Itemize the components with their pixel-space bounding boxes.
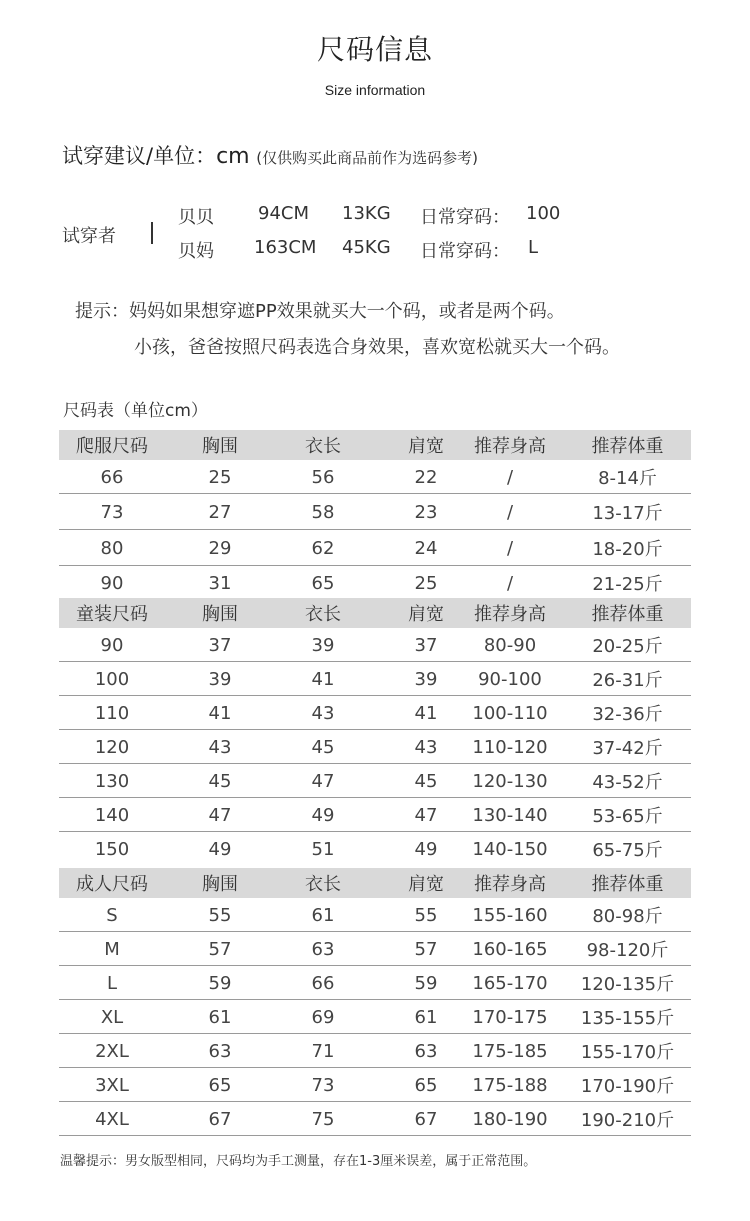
- table-row: [59, 1034, 691, 1068]
- table-cell: 61: [414, 1006, 438, 1028]
- table-header-cell: 衣长: [305, 874, 341, 895]
- table-cell: 100: [94, 668, 130, 690]
- table-cell: 57: [414, 938, 438, 960]
- table-cell: 22: [414, 466, 438, 488]
- table-header-cell: 童装尺码: [76, 604, 148, 625]
- table-cell: 43: [311, 702, 335, 724]
- table-header-row: [59, 868, 691, 898]
- table-cell: 23: [414, 501, 438, 523]
- table-header-cell: 推荐体重: [591, 436, 664, 457]
- table-cell: 59: [414, 972, 438, 994]
- table-row: [59, 832, 691, 866]
- table-cell: 57: [208, 938, 232, 960]
- table-cell: 4XL: [95, 1108, 129, 1130]
- table-cell: 41: [414, 702, 438, 724]
- table-cell: 55: [414, 904, 438, 926]
- table-row: [59, 932, 691, 966]
- table-cell: 41: [311, 668, 335, 690]
- table-cell: 21-25斤: [592, 574, 663, 595]
- table-cell: S: [106, 904, 118, 926]
- table-row: [59, 628, 691, 662]
- table-cell: 63: [414, 1040, 438, 1062]
- tester-name: 贝贝: [178, 207, 214, 228]
- table-cell: 55: [208, 904, 232, 926]
- tester-height: 163CM: [254, 237, 317, 258]
- table-cell: 63: [311, 938, 335, 960]
- table-cell: 31: [208, 572, 232, 594]
- table-cell: 120: [94, 736, 130, 758]
- table-row: [59, 696, 691, 730]
- table-cell: 29: [208, 537, 232, 559]
- table-cell: 130-140: [472, 804, 548, 826]
- fit-advice: [62, 140, 478, 170]
- table-cell: 155-170斤: [580, 1042, 675, 1063]
- table-cell: 49: [208, 838, 232, 860]
- tester-weight: 13KG: [342, 203, 391, 224]
- table-cell: 56: [311, 466, 335, 488]
- table-header-cell: 胸围: [202, 874, 238, 895]
- table-cell: 170-190斤: [580, 1076, 675, 1097]
- table-cell: 47: [414, 804, 438, 826]
- table-row: [59, 966, 691, 1000]
- fit-advice-note: (仅供购买此商品前作为选码参考): [256, 149, 479, 167]
- table-cell: 69: [311, 1006, 335, 1028]
- table-cell: 37: [414, 634, 438, 656]
- table-cell: 27: [208, 501, 232, 523]
- table-row: [59, 898, 691, 932]
- table-cell: 58: [311, 501, 335, 523]
- table-header-cell: 衣长: [305, 604, 341, 625]
- table-cell: 43-52斤: [592, 772, 663, 793]
- table-cell: 180-190: [472, 1108, 548, 1130]
- table-cell: 45: [311, 736, 335, 758]
- table-cell: 150: [94, 838, 130, 860]
- table-cell: 135-155斤: [580, 1008, 675, 1029]
- table-cell: 13-17斤: [592, 503, 663, 524]
- table-cell: 59: [208, 972, 232, 994]
- table-cell: 26-31斤: [592, 670, 663, 691]
- table-cell: 90: [100, 572, 124, 594]
- table-cell: 90-100: [478, 668, 542, 690]
- table-cell: 18-20斤: [592, 539, 663, 560]
- table-cell: 100-110: [472, 702, 548, 724]
- table-cell: XL: [100, 1006, 124, 1028]
- table-cell: 61: [208, 1006, 232, 1028]
- table-cell: 66: [100, 466, 124, 488]
- table-cell: 45: [208, 770, 232, 792]
- table-cell: 160-165: [472, 938, 548, 960]
- tester-weight: 45KG: [342, 237, 391, 258]
- table-cell: 73: [100, 501, 124, 523]
- table-cell: M: [104, 938, 120, 960]
- table-cell: 25: [414, 572, 438, 594]
- tester-name: 贝妈: [178, 241, 214, 262]
- size-table-title: 尺码表（单位cm）: [63, 401, 208, 421]
- table-cell: 37: [208, 634, 232, 656]
- table-cell: 65: [208, 1074, 232, 1096]
- table-row: [59, 730, 691, 764]
- table-cell: L: [106, 972, 118, 994]
- table-cell: 8-14斤: [598, 468, 657, 489]
- table-cell: 25: [208, 466, 232, 488]
- table-header-cell: 推荐身高: [474, 874, 546, 895]
- table-cell: 175-188: [472, 1074, 548, 1096]
- tester-height: 94CM: [258, 203, 310, 224]
- table-cell: 165-170: [472, 972, 548, 994]
- table-cell: 47: [311, 770, 335, 792]
- table-cell: 90: [100, 634, 124, 656]
- table-header-cell: 肩宽: [408, 604, 444, 625]
- table-cell: 32-36斤: [592, 704, 663, 725]
- table-header-cell: 推荐身高: [474, 604, 546, 625]
- table-cell: 39: [414, 668, 438, 690]
- table-cell: 53-65斤: [592, 806, 663, 827]
- table-cell: 62: [311, 537, 335, 559]
- table-cell: 43: [414, 736, 438, 758]
- footer-note: 温馨提示：男女版型相同，尺码均为手工测量，存在1-3厘米误差，属于正常范围。: [60, 1154, 537, 1169]
- table-cell: 39: [208, 668, 232, 690]
- table-header-row: [59, 598, 691, 628]
- table-cell: 71: [311, 1040, 335, 1062]
- table-cell: 80-98斤: [592, 906, 663, 927]
- table-header-cell: 肩宽: [408, 436, 444, 457]
- table-cell: 75: [311, 1108, 335, 1130]
- table-row: [59, 566, 691, 600]
- tester-divider: [151, 222, 153, 244]
- table-cell: 170-175: [472, 1006, 548, 1028]
- table-cell: 49: [414, 838, 438, 860]
- table-cell: 2XL: [95, 1040, 129, 1062]
- table-cell: 140: [94, 804, 130, 826]
- table-cell: 65: [311, 572, 335, 594]
- table-row: [59, 530, 691, 566]
- hint-line-1: 提示：妈妈如果想穿遮PP效果就买大一个码，或者是两个码。: [75, 301, 565, 322]
- table-cell: 140-150: [472, 838, 548, 860]
- tester-size: 100: [526, 203, 561, 224]
- table-header-cell: 衣长: [305, 436, 341, 457]
- table-header-cell: 推荐体重: [591, 604, 664, 625]
- table-cell: 65: [414, 1074, 438, 1096]
- table-row: [59, 494, 691, 530]
- table-cell: 190-210斤: [580, 1110, 675, 1131]
- tester-label: 试穿者: [62, 226, 116, 247]
- table-cell: /: [506, 537, 514, 559]
- table-header-cell: 胸围: [202, 604, 238, 625]
- table-cell: /: [506, 466, 514, 488]
- table-header-cell: 肩宽: [408, 874, 444, 895]
- table-cell: 120-130: [472, 770, 548, 792]
- table-cell: 175-185: [472, 1040, 548, 1062]
- table-cell: 3XL: [95, 1074, 129, 1096]
- table-cell: /: [506, 501, 514, 523]
- table-cell: 65-75斤: [592, 840, 663, 861]
- table-header-cell: 推荐身高: [474, 436, 546, 457]
- table-cell: 41: [208, 702, 232, 724]
- tester-size-label: 日常穿码：: [420, 241, 510, 262]
- table-cell: 61: [311, 904, 335, 926]
- table-cell: 63: [208, 1040, 232, 1062]
- table-cell: 51: [311, 838, 335, 860]
- table-cell: 155-160: [472, 904, 548, 926]
- table-cell: /: [506, 572, 514, 594]
- table-header-cell: 胸围: [202, 436, 238, 457]
- table-header-cell: 爬服尺码: [76, 436, 148, 457]
- table-header-cell: 推荐体重: [591, 874, 664, 895]
- table-row: [59, 1102, 691, 1136]
- page-subtitle: Size information: [324, 82, 426, 98]
- table-row: [59, 798, 691, 832]
- table-cell: 45: [414, 770, 438, 792]
- table-cell: 73: [311, 1074, 335, 1096]
- table-header-cell: 成人尺码: [76, 874, 148, 895]
- table-cell: 67: [208, 1108, 232, 1130]
- hint-line-2: 小孩，爸爸按照尺码表选合身效果，喜欢宽松就买大一个码。: [134, 337, 620, 358]
- table-header-row: [59, 430, 691, 460]
- page-title: 尺码信息: [316, 33, 433, 66]
- table-cell: 98-120斤: [586, 940, 669, 961]
- row-divider: [59, 1135, 691, 1136]
- table-cell: 66: [311, 972, 335, 994]
- table-row: [59, 662, 691, 696]
- table-cell: 67: [414, 1108, 438, 1130]
- table-cell: 49: [311, 804, 335, 826]
- table-cell: 120-135斤: [580, 974, 675, 995]
- table-row: [59, 1068, 691, 1102]
- table-cell: 110-120: [472, 736, 548, 758]
- table-cell: 80-90: [483, 634, 537, 656]
- table-cell: 110: [94, 702, 130, 724]
- table-cell: 130: [94, 770, 130, 792]
- fit-advice-label: 试穿建议/单位：: [62, 144, 217, 168]
- table-cell: 80: [100, 537, 124, 559]
- table-cell: 47: [208, 804, 232, 826]
- table-cell: 20-25斤: [592, 636, 663, 657]
- table-cell: 24: [414, 537, 438, 559]
- table-row: [59, 1000, 691, 1034]
- table-row: [59, 460, 691, 494]
- tester-size-label: 日常穿码：: [420, 207, 510, 228]
- fit-advice-unit: cm: [216, 144, 250, 169]
- table-cell: 43: [208, 736, 232, 758]
- table-row: [59, 764, 691, 798]
- tester-size: L: [528, 237, 539, 258]
- table-cell: 39: [311, 634, 335, 656]
- table-cell: 37-42斤: [592, 738, 663, 759]
